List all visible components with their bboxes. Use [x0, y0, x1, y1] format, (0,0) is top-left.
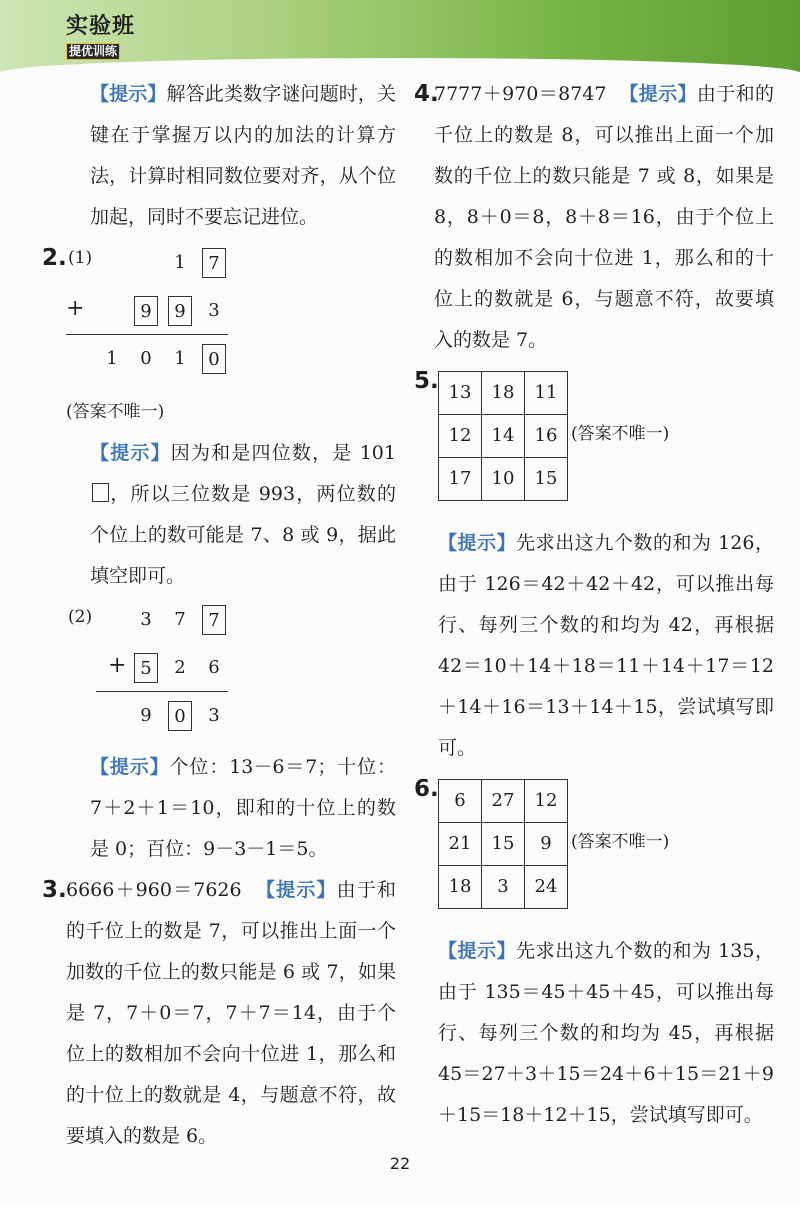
q2-number: 2.: [42, 245, 67, 271]
q2-1-r1-tens: 1: [174, 252, 186, 273]
q5-number: 5.: [414, 368, 439, 394]
tip-label: 【提示】: [438, 532, 517, 554]
q2-2-label: (2): [68, 607, 93, 627]
q2-1-r3-ones-box: 0: [202, 344, 226, 374]
q2-1-plus-sign: +: [66, 296, 85, 321]
q5-cell: 11: [525, 372, 568, 415]
q6-cell: 12: [525, 780, 568, 823]
tip-label: 【提示】: [90, 83, 167, 105]
q5-cell: 13: [439, 372, 482, 415]
q2-1-r1-ones-box: 7: [202, 248, 226, 278]
q2-tip-text-b: ，所以三位数是 993，两位数的个位上的数可能是 7、8 或 9，据此填空即可。: [90, 483, 396, 587]
tip-label: 【提示】: [90, 756, 170, 778]
q6-cell: 24: [525, 866, 568, 909]
series-logo: [66, 14, 138, 60]
q2-2-r2-ones: 6: [208, 657, 220, 678]
q6-tip: [414, 931, 774, 1136]
logo-sub-text: 提优训练: [66, 43, 120, 60]
q6-note: (答案不唯一): [571, 832, 670, 852]
q2-1-r2-ones: 3: [208, 300, 220, 321]
q2-1-r2-hundreds-box: 9: [134, 296, 158, 326]
q2-tip-text-a: 因为和是四位数，是 101: [170, 442, 396, 464]
q4: [414, 74, 774, 361]
q5-tip: [414, 523, 774, 769]
q3-number: 3.: [42, 877, 67, 903]
q6-cell: 6: [439, 780, 482, 823]
right-column: [414, 74, 774, 1136]
q3-equation: 6666＋960＝7626: [66, 879, 242, 901]
q2-2-r2-tens: 2: [174, 657, 186, 678]
q2-2-r1-tens: 7: [174, 609, 186, 630]
q2-2-sum-line: [96, 691, 228, 692]
q5-cell: 10: [482, 458, 525, 501]
q4-tip-text: 由于和的千位上的数是 8，可以推出上面一个加数的千位上的数只能是 7 或 8，如果是 8，8＋0＝8，8＋8＝16，由于个位上的数相加不会向十位进 1，那么和的十位上的数就是 6，与题意不符，故要填入的数是 7。: [434, 83, 774, 351]
q2-1-label: (1): [68, 248, 93, 268]
q6-cell: 18: [439, 866, 482, 909]
q2-1-r3-hundreds: 0: [140, 348, 152, 369]
tip-label: 【提示】: [438, 940, 517, 962]
q2-1-sum-line: [66, 334, 228, 335]
q3: [42, 870, 396, 1157]
q2-2-r2-hundreds-box: 5: [134, 653, 158, 683]
q5-cell: 18: [482, 372, 525, 415]
q4-equation: 7777＋970＝8747: [434, 83, 607, 105]
q2-2-r1-ones-box: 7: [202, 605, 226, 635]
q6-block: [414, 777, 774, 927]
q4-number: 4.: [414, 81, 439, 107]
q6-magic-square: [438, 779, 568, 909]
q5-magic-square: [438, 371, 568, 501]
tip-label: 【提示】: [619, 83, 697, 105]
q2-2-r3-ones: 3: [208, 705, 220, 726]
q2-2-block: [66, 597, 396, 747]
q2-2-r1-hundreds: 3: [140, 609, 152, 630]
page-number: 22: [389, 1154, 411, 1173]
q2-note: (答案不唯一): [66, 402, 165, 422]
q2-1-r2-tens-box: 9: [168, 296, 192, 326]
q6-number: 6.: [414, 776, 439, 802]
q2-2-plus-sign: +: [108, 653, 127, 678]
tip-label: 【提示】: [256, 879, 337, 901]
q5-cell: 12: [439, 415, 482, 458]
tip-label: 【提示】: [90, 442, 171, 464]
q5-cell: 15: [525, 458, 568, 501]
q2-2-tip-text: 个位：13－6＝7；十位：7＋2＋1＝10，即和的十位上的数是 0；百位：9－3－1＝5。: [90, 756, 396, 860]
q5-block: [414, 369, 774, 519]
q2-1-r3-thousands: 1: [106, 348, 118, 369]
q3-tip-text: 由于和的千位上的数是 7，可以推出上面一个加数的千位上的数只能是 6 或 7，如果是 7，7＋0＝7，7＋7＝14，由于个位上的数相加不会向十位进 1，那么和的十位上的数就是 4，与题意不符，故要填入的数是 6。: [66, 879, 396, 1147]
q2-2-r3-tens-box: 0: [168, 701, 192, 731]
logo-main-text: 实验班: [66, 14, 136, 39]
q1-tip-text: 解答此类数字谜问题时，关键在于掌握万以内的加法的计算方法，计算时相同数位要对齐，从个位加起，同时不要忘记进位。: [90, 83, 396, 228]
q5-cell: 16: [525, 415, 568, 458]
q5-note: (答案不唯一): [571, 424, 670, 444]
q2-2-tip: [66, 747, 396, 870]
q5-tip-text: 先求出这九个数的和为 126，由于 126＝42＋42＋42，可以推出每行、每列三个数的和均为 42，再根据 42＝10＋14＋18＝11＋14＋17＝12＋14＋16＝13＋14＋15，尝试填写即可。: [438, 532, 774, 759]
q6-cell: 15: [482, 823, 525, 866]
q2-2-r3-hundreds: 9: [140, 705, 152, 726]
q2-1-r3-tens: 1: [174, 348, 186, 369]
q6-cell: 21: [439, 823, 482, 866]
left-column: [42, 74, 396, 1157]
q6-cell: 9: [525, 823, 568, 866]
q6-cell: 3: [482, 866, 525, 909]
q5-cell: 14: [482, 415, 525, 458]
q1-tip: [66, 74, 396, 238]
q5-cell: 17: [439, 458, 482, 501]
q2-tip: [66, 433, 396, 597]
blank-box-icon: [92, 483, 109, 502]
q2-1-block: [42, 238, 396, 388]
q6-cell: 27: [482, 780, 525, 823]
q6-tip-text: 先求出这九个数的和为 135，由于 135＝45＋45＋45，可以推出每行、每列三个数的和均为 45，再根据 45＝27＋3＋15＝24＋6＋15＝21＋9＋15＝18＋12＋15，尝试填写即可。: [438, 940, 774, 1126]
